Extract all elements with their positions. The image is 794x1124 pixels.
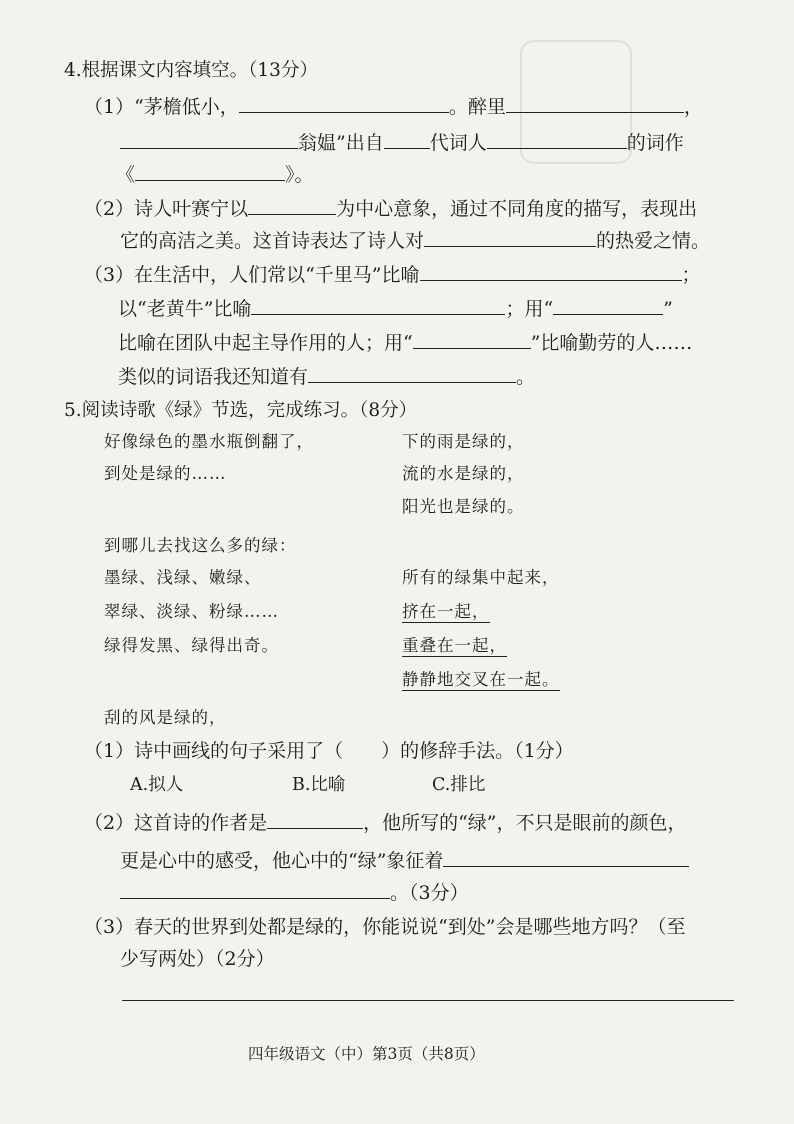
q4-2-prompt-c: 它的高洁之美。这首诗表达了诗人对 [120, 230, 425, 252]
poem-left-7: 刮的风是绿的， [104, 708, 227, 727]
q5-1-prompt-b: ）的修辞手法。（1分） [381, 740, 574, 762]
q4-3-prompt-i: 。 [516, 366, 536, 388]
q4-2-blank-1[interactable] [248, 194, 336, 215]
poem-left-5: 翠绿、淡绿、粉绿…… [104, 602, 279, 621]
q4-1-prompt-d: 翁媪”出自 [298, 132, 384, 154]
q4-1-prompt-g: 《 [116, 164, 136, 186]
q5-title: 5.阅读诗歌《绿》节选，完成练习。（8分） [64, 400, 418, 421]
q5-1-line1 [84, 738, 574, 764]
q5-1-option-a[interactable]: A.拟人 [130, 775, 184, 795]
q4-3-line2 [118, 294, 673, 322]
q4-2-line2 [120, 226, 710, 254]
q4-3-prompt-d: ；用“ [505, 298, 554, 320]
q4-1-blank-6[interactable] [135, 160, 285, 181]
q5-2-prompt-b: ，他所写的“绿”，不只是眼前的颜色， [363, 812, 687, 834]
q4-3-prompt-f: 比喻在团队中起主导作用的人；用“ [118, 332, 413, 354]
q4-3-blank-4[interactable] [413, 328, 531, 349]
q4-1-blank-2[interactable] [506, 92, 684, 113]
poem-right-1: 下的雨是绿的， [402, 432, 525, 451]
q4-2-prompt-b: 为中心意象，通过不同角度的描写，表现出 [336, 198, 698, 220]
q4-1-prompt-f: 的词作 [626, 132, 684, 154]
q5-2-line3 [120, 878, 469, 906]
q4-3-line3 [118, 328, 692, 356]
q4-2-line1 [84, 194, 697, 222]
poem-right-4: 所有的绿集中起来， [402, 568, 560, 587]
q4-2-prompt-d: 的热爱之情。 [596, 230, 711, 252]
q4-1-prompt-h: 》。 [285, 164, 314, 186]
q4-3-blank-5[interactable] [308, 362, 516, 383]
poem-right-3: 阳光也是绿的。 [402, 497, 525, 516]
q4-1-blank-3[interactable] [120, 128, 298, 149]
poem-right-2: 流的水是绿的， [402, 464, 525, 483]
q5-2-blank-2[interactable] [443, 846, 689, 867]
q4-3-prompt-h: 类似的词语我还知道有 [118, 366, 309, 388]
q4-3-blank-3[interactable] [553, 294, 663, 315]
poem-left-4: 墨绿、浅绿、嫩绿、 [104, 568, 262, 587]
q5-1-option-b[interactable]: B.比喻 [292, 775, 346, 795]
q4-3-prompt-g: ”比喻勤劳的人…… [530, 332, 693, 354]
poem-right-6 [402, 634, 507, 658]
poem-underlined-6: 重叠在一起， [402, 636, 507, 655]
q4-title: 4.根据课文内容填空。（13分） [64, 60, 318, 81]
poem-left-1: 好像绿色的墨水瓶倒翻了， [104, 432, 314, 451]
q5-3-answer-line[interactable] [122, 1000, 734, 1001]
poem-right-7 [402, 668, 560, 692]
page-footer: 四年级语文（中）第3页（共8页） [248, 1045, 485, 1063]
q4-1-line3 [116, 160, 314, 188]
q4-1-line2 [120, 128, 684, 156]
q4-3-prompt-c: 以“老黄牛”比喻 [118, 298, 252, 320]
q5-3-line2: 少写两处）（2分） [120, 948, 275, 970]
q5-3-line1: （3）春天的世界到处都是绿的，你能说说“到处”会是哪些地方吗？（至 [84, 916, 686, 938]
q5-2-prompt-d: 。（3分） [390, 882, 469, 904]
q5-2-blank-1[interactable] [267, 808, 363, 829]
poem-right-5 [402, 600, 490, 624]
q5-2-blank-3[interactable] [120, 878, 390, 899]
q5-2-prompt-a: （2）这首诗的作者是 [84, 812, 268, 834]
q4-3-prompt-e: ” [663, 298, 673, 320]
q4-3-line4 [118, 362, 535, 390]
q4-3-line1 [84, 260, 701, 288]
q4-3-prompt-b: ； [681, 264, 701, 286]
q4-1-prompt-e: 代词人 [429, 132, 487, 154]
q5-2-line1 [84, 808, 687, 836]
q4-1-line1 [84, 92, 703, 120]
q4-1-blank-1[interactable] [239, 92, 449, 113]
poem-underlined-7: 静静地交叉在一起。 [402, 670, 560, 689]
q4-1-blank-5[interactable] [487, 128, 627, 149]
q4-1-prompt-b: 。醉里 [448, 96, 506, 118]
q4-2-prompt-a: （2）诗人叶赛宁以 [84, 198, 249, 220]
q4-3-blank-1[interactable] [420, 260, 682, 281]
poem-left-2: 到处是绿的…… [104, 464, 227, 483]
q4-3-blank-2[interactable] [251, 294, 505, 315]
q4-1-prompt-c: ， [683, 96, 703, 118]
q5-1-prompt-a: （1）诗中画线的句子采用了（ [84, 740, 344, 762]
q4-1-prompt-a: （1）“茅檐低小， [84, 96, 239, 118]
q5-1-option-c[interactable]: C.排比 [432, 775, 486, 795]
poem-underlined-5: 挤在一起， [402, 602, 490, 621]
q5-2-prompt-c: 更是心中的感受，他心中的“绿”象征着 [120, 850, 444, 872]
q4-1-blank-4[interactable] [384, 128, 430, 149]
poem-left-3: 到哪儿去找这么多的绿： [104, 536, 297, 555]
poem-left-6: 绿得发黑、绿得出奇。 [104, 636, 279, 655]
q4-2-blank-2[interactable] [424, 226, 596, 247]
q5-2-line2 [120, 846, 689, 874]
q4-3-prompt-a: （3）在生活中，人们常以“千里马”比喻 [84, 264, 420, 286]
